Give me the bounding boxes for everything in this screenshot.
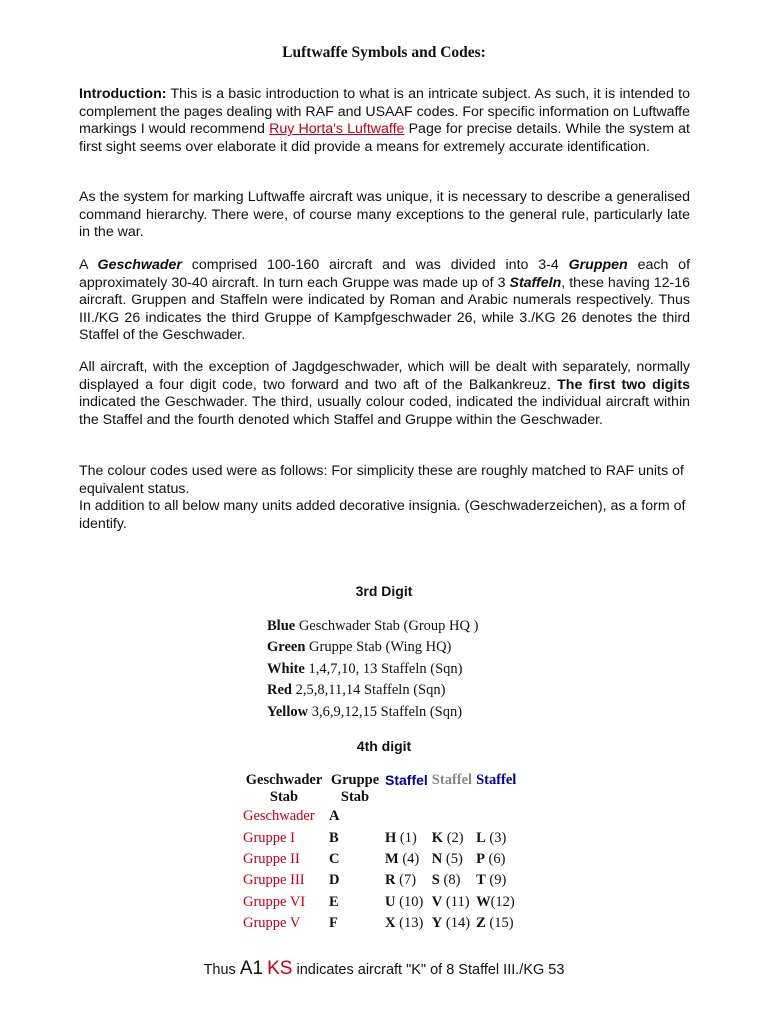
code-letter: N xyxy=(431,850,443,867)
text: comprised 100-160 aircraft and was divided into 3-4 xyxy=(181,257,569,273)
staffel-cell xyxy=(474,806,518,827)
list-item xyxy=(267,659,478,680)
color-meaning: Geschwader Stab (Group HQ ) xyxy=(295,618,479,634)
staffel-number: (12) xyxy=(490,893,515,910)
color-name: Red xyxy=(267,682,292,699)
code-letter: W xyxy=(476,893,491,910)
unit-name: Geschwader xyxy=(243,808,315,825)
first-two-digits-emphasis: The first two digits xyxy=(557,376,690,393)
header-geschwader-stab xyxy=(241,771,327,806)
text: indicated the Geschwader. The third, usually colour coded, indicated the individual aircraft within the Staffel and the fourth denoted which Staffel and Gruppe within the Geschwader. xyxy=(79,394,690,428)
unit-name: Gruppe II xyxy=(243,850,300,867)
staffel-cell xyxy=(383,806,430,827)
code-letter: U xyxy=(385,893,396,910)
color-name: White xyxy=(267,660,305,677)
fourth-digit-heading: 4th digit xyxy=(356,738,412,754)
staffel-number: (4) xyxy=(398,850,420,867)
code-letter: S xyxy=(431,872,440,889)
code-letter: B xyxy=(329,829,339,846)
stab-code xyxy=(327,892,383,913)
code-letter: M xyxy=(385,850,399,867)
staffel-number: (15) xyxy=(485,915,514,932)
intro-paragraph xyxy=(79,86,690,156)
term-gruppen: Gruppen xyxy=(568,257,628,273)
staffel-cell xyxy=(383,870,430,891)
color-name: Green xyxy=(267,639,306,656)
unit-name: Gruppe I xyxy=(243,829,295,846)
staffel-cell xyxy=(430,870,474,891)
code-letter: K xyxy=(431,829,444,846)
color-meaning: Gruppe Stab (Wing HQ) xyxy=(305,639,452,656)
unit-label xyxy=(241,827,327,848)
ruy-horta-link[interactable]: Ruy Horta's Luftwaffe xyxy=(269,121,405,138)
staffel-number: (14) xyxy=(442,915,471,932)
page-title: Luftwaffe Symbols and Codes: xyxy=(282,44,486,61)
list-item xyxy=(267,616,478,637)
code-letter: L xyxy=(476,829,486,846)
code-letter: T xyxy=(476,872,486,889)
staffel-cell xyxy=(430,827,474,848)
staffel-number: (1) xyxy=(396,829,417,846)
geschwader-paragraph xyxy=(79,257,690,345)
staffel-number: (2) xyxy=(443,829,464,846)
staffel-number: (3) xyxy=(485,829,507,846)
text: indicates aircraft "K" of 8 Staffel III./KG 53 xyxy=(292,962,565,978)
header-staffel-2: Staffel xyxy=(431,772,473,788)
example-code-aft: KS xyxy=(267,958,293,979)
colour-codes-paragraph xyxy=(79,463,690,533)
staffel-number: (9) xyxy=(485,872,507,889)
unit-name: Gruppe VI xyxy=(243,893,306,910)
stab-code xyxy=(327,827,383,848)
header-text: Stab xyxy=(340,789,370,805)
staffel-number: (11) xyxy=(442,893,470,910)
table-row xyxy=(241,892,518,913)
intro-text-end: Page for precise details. While the system at first sight seems over elaborate it did provide a means for extremely accurate identification. xyxy=(79,121,690,155)
staffel-number: (10) xyxy=(395,893,424,910)
third-digit-list xyxy=(267,616,478,723)
staffel-number: (5) xyxy=(442,850,463,867)
intro-label: Introduction: xyxy=(79,86,167,102)
header-text: Geschwader xyxy=(245,772,323,788)
stab-code xyxy=(327,870,383,891)
color-meaning: 2,5,8,11,14 Staffeln (Sqn) xyxy=(291,682,446,699)
staffel-cell xyxy=(474,827,518,848)
text: A xyxy=(79,257,98,273)
staffel-cell xyxy=(474,913,518,934)
color-name: Yellow xyxy=(267,703,309,720)
staffel-number: (13) xyxy=(395,915,424,932)
code-letter: X xyxy=(385,915,396,932)
staffel-cell xyxy=(430,849,474,870)
staffel-cell xyxy=(430,892,474,913)
code-paragraph xyxy=(79,359,690,429)
example-summary xyxy=(0,958,768,980)
code-letter: D xyxy=(329,872,340,889)
term-staffeln: Staffeln xyxy=(509,274,562,291)
staffel-cell xyxy=(383,892,430,913)
code-letter: Z xyxy=(476,915,486,932)
header-text: Gruppe xyxy=(330,772,380,788)
staffel-cell xyxy=(474,892,518,913)
stab-code xyxy=(327,849,383,870)
unit-label xyxy=(241,913,327,934)
text: Thus xyxy=(203,962,240,978)
staffel-cell xyxy=(430,913,474,934)
staffel-cell xyxy=(383,913,430,934)
table-row xyxy=(241,870,518,891)
hierarchy-paragraph: As the system for marking Luftwaffe aircraft was unique, it is necessary to describe a generalised command hierarchy. There were, of course many exceptions to the general rule, particularly late in the war. xyxy=(79,189,690,241)
unit-label xyxy=(241,849,327,870)
code-letter: V xyxy=(431,893,443,910)
code-letter: Y xyxy=(431,915,443,932)
unit-label xyxy=(241,806,327,827)
list-item xyxy=(267,702,478,723)
text: , these having 12-16 aircraft. Gruppen and Staffeln were indicated by Roman and Arabic numerals respectively. Thus III./KG 26 indicates the third Gruppe of Kampfgeschwader 26, while 3./KG 26 denotes the third Staffel of the Geschwader. xyxy=(79,274,691,344)
term-geschwader: Geschwader xyxy=(97,257,182,273)
text: All aircraft, with the exception of Jagdgeschwader, which will be dealt with separately, normally displayed a four digit code, two forward and two aft of the Balkankreuz. xyxy=(79,359,690,393)
unit-label xyxy=(241,892,327,913)
staffel-cell xyxy=(474,849,518,870)
unit-name: Gruppe V xyxy=(243,915,301,932)
header-staffel-3: Staffel xyxy=(476,772,517,788)
staffel-number: (8) xyxy=(439,872,461,889)
text: The colour codes used were as follows: For simplicity these are roughly matched to RAF units of equivalent status. xyxy=(79,463,684,497)
unit-label xyxy=(241,870,327,891)
code-letter: H xyxy=(385,829,397,846)
code-letter: C xyxy=(329,850,340,867)
stab-code xyxy=(327,806,383,827)
code-letter: R xyxy=(385,872,396,889)
table-row xyxy=(241,827,518,848)
staffel-cell xyxy=(383,827,430,848)
code-letter: A xyxy=(329,808,340,825)
table-header-row xyxy=(241,771,518,806)
header-gruppe-stab xyxy=(327,771,383,806)
intro-text: This is a basic introduction to what is an intricate subject. As such, it is intended to complement the pages dealing with RAF and USAAF codes. For specific information on Luftwaffe markings I would recommend xyxy=(79,86,690,138)
table-row xyxy=(241,849,518,870)
code-letter: E xyxy=(329,893,339,910)
list-item xyxy=(267,680,478,701)
code-letter: F xyxy=(329,915,338,932)
third-digit-heading: 3rd Digit xyxy=(355,583,413,599)
text: each of approximately 30-40 aircraft. In turn each Gruppe was made up of 3 xyxy=(79,257,691,291)
color-meaning: 3,6,9,12,15 Staffeln (Sqn) xyxy=(308,703,463,720)
header-staffel-1: Staffel xyxy=(385,772,428,788)
list-item xyxy=(267,637,478,658)
staffel-cell xyxy=(430,806,474,827)
color-name: Blue xyxy=(267,618,296,634)
example-code-forward: A1 xyxy=(239,958,264,979)
staffel-number: (7) xyxy=(395,872,417,889)
table-row xyxy=(241,806,518,827)
text: In addition to all below many units added decorative insignia. (Geschwaderzeichen), as a form of identify. xyxy=(79,498,686,532)
staffel-cell xyxy=(383,849,430,870)
fourth-digit-table xyxy=(241,771,518,934)
staffel-number: (6) xyxy=(484,850,506,867)
unit-name: Gruppe III xyxy=(243,872,305,889)
header-text: Stab xyxy=(269,789,299,805)
code-letter: P xyxy=(476,850,485,867)
color-meaning: 1,4,7,10, 13 Staffeln (Sqn) xyxy=(304,660,463,677)
staffel-cell xyxy=(474,870,518,891)
table-row xyxy=(241,913,518,934)
stab-code xyxy=(327,913,383,934)
